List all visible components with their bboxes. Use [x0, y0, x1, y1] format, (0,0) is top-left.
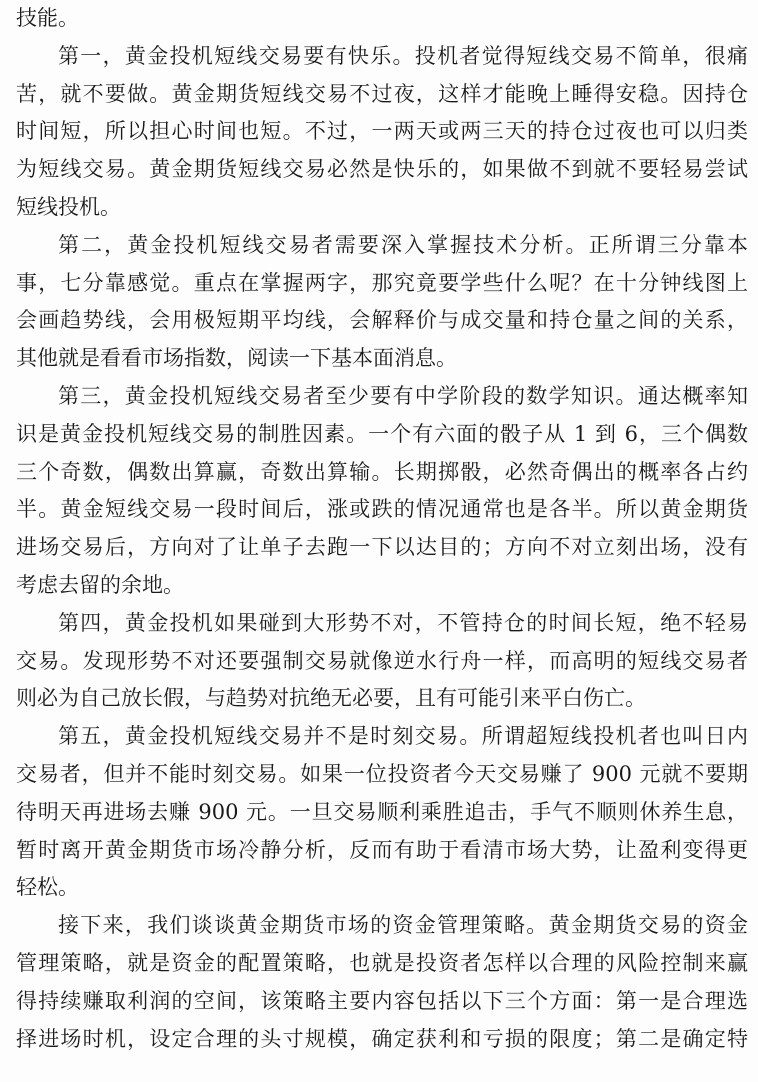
- text-line: 短线投机。: [16, 194, 121, 219]
- text-line: 接下来，我们谈谈黄金期货市场的资金管理策略。黄金期货交易的资金: [58, 913, 748, 938]
- text-line: 半。黄金短线交易一段时间后，涨或跌的情况通常也是各半。所以黄金期货: [16, 497, 748, 522]
- text-line: 暂时离开黄金期货市场冷静分析，反而有助于看清市场大势，让盈利变得更: [16, 837, 748, 862]
- text-line: 交易。发现形势不对还要强制交易就像逆水行舟一样，而高明的短线交易者: [16, 648, 748, 673]
- text-line: 第五，黄金投机短线交易并不是时刻交易。所谓超短线投机者也叫日内: [58, 724, 748, 749]
- text-line: 第一，黄金投机短线交易要有快乐。投机者觉得短线交易不简单，很痛: [58, 43, 748, 68]
- text-line: 进场交易后，方向对了让单子去跑一下以达目的；方向不对立刻出场，没有: [16, 535, 748, 560]
- paragraph: [16, 718, 748, 907]
- text-line: 待明天再进场去赚 900 元。一旦交易顺利乘胜追击，手气不顺则休养生息，: [16, 799, 748, 824]
- text-line: 时间短，所以担心时间也短。不过，一两天或两三天的持仓过夜也可以归类: [16, 119, 748, 144]
- text-line: 第二，黄金投机短线交易者需要深入掌握技术分析。正所谓三分靠本: [58, 232, 748, 257]
- text-line: 交易者，但并不能时刻交易。如果一位投资者今天交易赚了 900 元就不要期: [16, 761, 748, 786]
- text-line: 技能。: [16, 6, 79, 30]
- text-line: 则必为自己放长假，与趋势对抗绝无必要，且有可能引来平白伤亡。: [16, 686, 646, 711]
- text-line: 会画趋势线，会用极短期平均线，会解释价与成交量和持仓量之间的关系，: [16, 308, 748, 333]
- text-line: 管理策略，就是资金的配置策略，也就是投资者怎样以合理的风险控制来赢: [16, 950, 748, 975]
- paragraph: [16, 227, 748, 378]
- paragraph: [16, 0, 748, 38]
- text-line: 考虑去留的余地。: [16, 572, 184, 597]
- text-line: 为短线交易。黄金期货短线交易必然是快乐的，如果做不到就不要轻易尝试: [16, 157, 748, 182]
- text-line: 三个奇数，偶数出算赢，奇数出算输。长期掷骰，必然奇偶出的概率各占约: [16, 459, 748, 484]
- text-line: 事，七分靠感觉。重点在掌握两字，那究竟要学些什么呢？在十分钟线图上: [16, 270, 748, 295]
- text-line: 轻松。: [16, 875, 79, 900]
- text-line: 第三，黄金投机短线交易者至少要有中学阶段的数学知识。通达概率知: [58, 383, 748, 408]
- paragraph: [16, 907, 748, 1058]
- text-line: 择进场时机，设定合理的头寸规模，确定获利和亏损的限度；第二是确定特: [16, 1026, 748, 1051]
- paragraph: [16, 378, 748, 605]
- text-line: 识是黄金投机短线交易的制胜因素。一个有六面的骰子从 1 到 6，三个偶数: [16, 421, 748, 446]
- text-line: 其他就是看看市场指数，阅读一下基本面消息。: [16, 346, 457, 371]
- text-line: 苦，就不要做。黄金期货短线交易不过夜，这样才能晚上睡得安稳。因持仓: [16, 81, 748, 106]
- body-text: [16, 0, 748, 1058]
- text-line: 第四，黄金投机如果碰到大形势不对，不管持仓的时间长短，绝不轻易: [58, 610, 748, 635]
- paragraph: [16, 605, 748, 718]
- text-line: 得持续赚取利润的空间，该策略主要内容包括以下三个方面：第一是合理选: [16, 988, 748, 1013]
- paragraph: [16, 38, 748, 227]
